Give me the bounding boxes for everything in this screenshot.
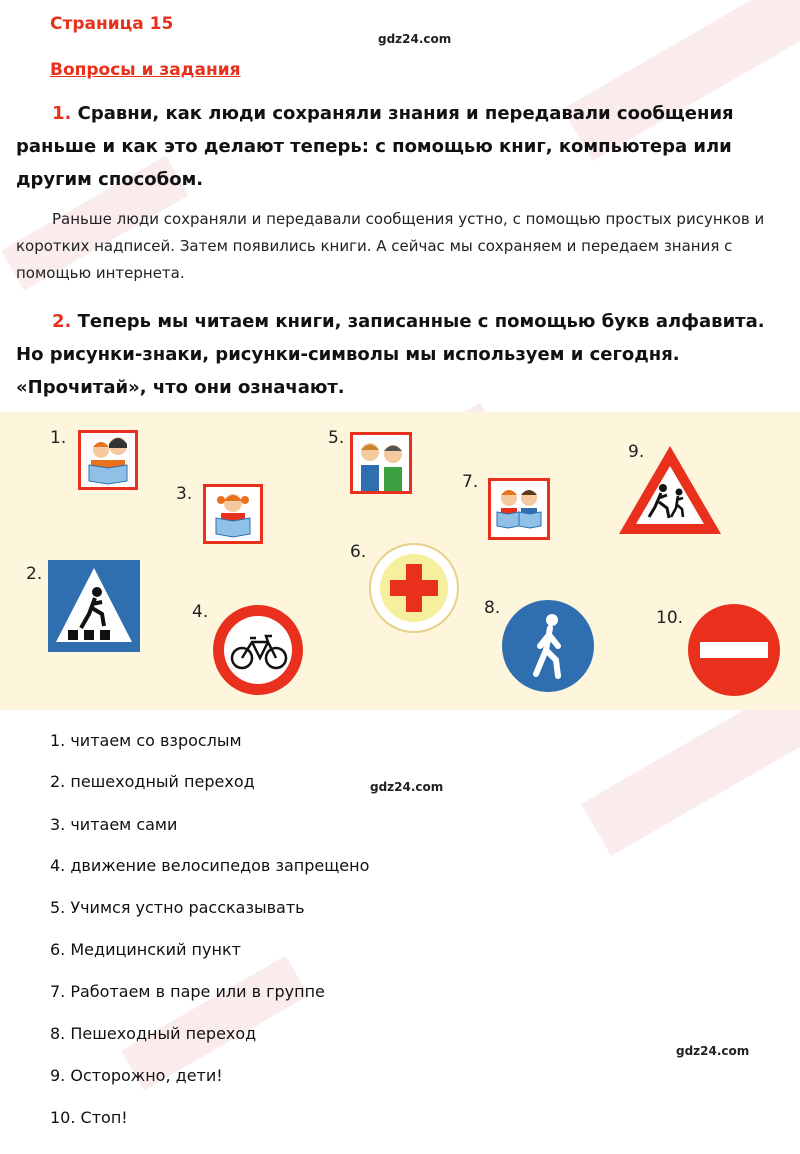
question-2-text: Теперь мы читаем книги, записанные с помощью букв алфавита. Но рисунки-знаки, рисунки-символы мы используем и сегодня. «Прочитай», что они означают. (16, 311, 765, 398)
pair-work-icon (488, 478, 550, 540)
sign-number-2: 2. (26, 564, 43, 584)
no-entry-icon (686, 602, 782, 698)
speaking-icon (350, 432, 412, 494)
sign-number-4: 4. (192, 602, 209, 622)
list-item: 2. пешеходный переход (50, 772, 255, 791)
list-item: 8. Пешеходный переход (50, 1024, 257, 1043)
list-item: 7. Работаем в паре или в группе (50, 982, 325, 1001)
children-warning-icon (615, 442, 725, 538)
answer-1: Раньше люди сохраняли и передавали сообщения устно, с помощью простых рисунков и коротких надписей. Затем появились книги. А сейчас мы сохраняем и передаем знания с помощью интернета. (16, 210, 765, 282)
list-item: 10. Стоп! (50, 1108, 128, 1127)
sign-number-7: 7. (462, 472, 479, 492)
question-1-number: 1. (52, 103, 72, 124)
watermark-text: gdz24.com (676, 1044, 750, 1058)
reading-with-adult-icon (78, 430, 138, 490)
list-item: 4. движение велосипедов запрещено (50, 856, 370, 875)
no-bicycles-icon (210, 602, 306, 698)
list-item: 1. читаем со взрослым (50, 731, 242, 750)
list-item: 6. Медицинский пункт (50, 940, 241, 959)
sign-number-3: 3. (176, 484, 193, 504)
pedestrian-path-icon (500, 598, 596, 694)
question-2-number: 2. (52, 311, 72, 332)
sign-number-5: 5. (328, 428, 345, 448)
page-title: Страница 15 (50, 14, 174, 34)
sign-number-1: 1. (50, 428, 67, 448)
question-1-text: Сравни, как люди сохраняли знания и передавали сообщения раньше и как это делают теперь: с помощью книг, компьютера или другим способом. (16, 103, 734, 190)
sign-number-10: 10. (656, 608, 684, 628)
question-1 (16, 97, 784, 196)
watermark-text: gdz24.com (370, 780, 444, 794)
signs-panel (0, 412, 800, 710)
sign-number-8: 8. (484, 598, 501, 618)
list-item: 9. Осторожно, дети! (50, 1066, 223, 1085)
sign-number-6: 6. (350, 542, 367, 562)
list-item: 3. читаем сами (50, 815, 178, 834)
medical-cross-icon (368, 542, 460, 634)
question-2 (16, 305, 784, 404)
section-title: Вопросы и задания (50, 60, 241, 80)
watermark-text: gdz24.com (378, 32, 452, 46)
reading-alone-icon (203, 484, 263, 544)
pedestrian-crossing-icon (48, 560, 140, 652)
list-item: 5. Учимся устно рассказывать (50, 898, 305, 917)
sign-number-9: 9. (628, 442, 645, 462)
